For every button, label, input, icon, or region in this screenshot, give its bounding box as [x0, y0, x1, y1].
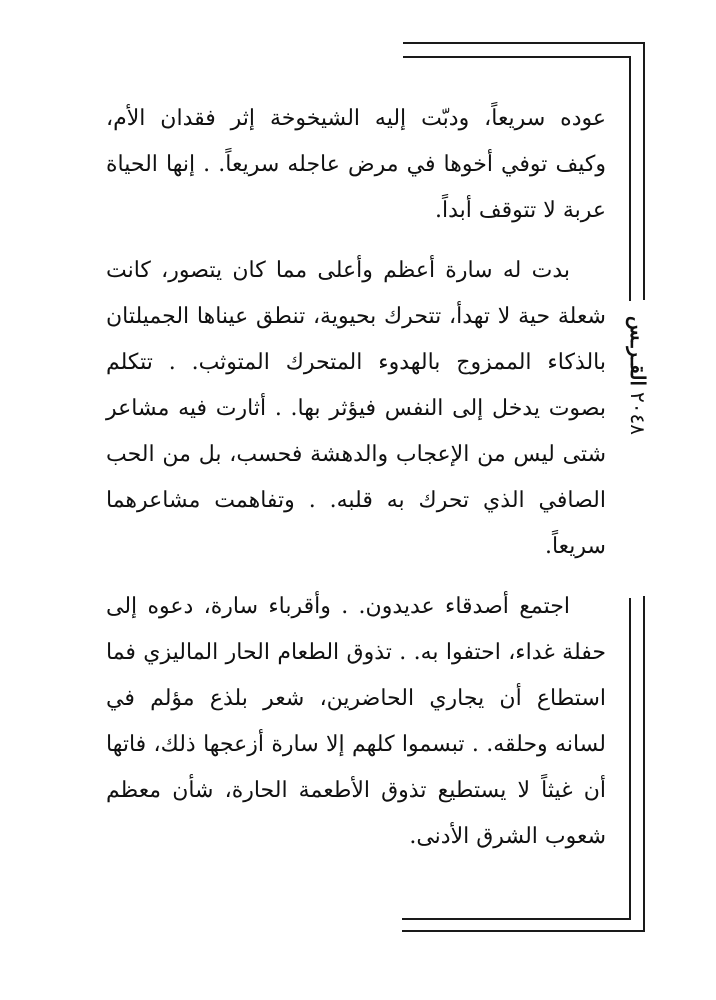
paragraph-3: اجتمع أصدقاء عديدون. . وأقرباء سارة، دعوه إلى حفلة غداء، احتفوا به. . تذوق الطعام الحار الماليزي فما استطاع أن يجاري الحاضرين، شعر بلذع مؤلم في لسانه وحلقه. . تبسموا كلهم إلا سارة أزعجها ذلك، فاتها أن غيثاً لا يستطيع تذوق الأطعمة الحارة، شأن معظم شعوب الشرق الأدنى.	[106, 594, 606, 849]
frame-right-lower-outer-line	[643, 596, 645, 932]
issue-number: ٢٠٤٨	[626, 392, 650, 435]
frame-right-upper-inner-line	[629, 56, 631, 301]
paragraph-1: عوده سريعاً، ودبّت إليه الشيخوخة إثر فقدان الأم، وكيف توفي أخوها في مرض عاجله سريعاً. . إنها الحياة عربة لا تتوقف أبداً.	[106, 106, 606, 223]
frame-right-lower-inner-line	[629, 598, 631, 920]
frame-top-inner-line	[403, 56, 631, 58]
frame-bottom-outer-line	[402, 930, 645, 932]
frame-bottom-inner-line	[402, 918, 631, 920]
running-header	[616, 316, 660, 576]
article-body	[106, 96, 606, 874]
journal-name: القـرـس	[626, 316, 650, 387]
paragraph-2: بدت له سارة أعظم وأعلى مما كان يتصور، كانت شعلة حية لا تهدأ، تتحرك بحيوية، تنطق عيناها الجميلتان بالذكاء الممزوج بالهدوء المتحرك المتوثب. . تتكلم بصوت يدخل إلى النفس فيؤثر بها. . أثارت فيه مشاعر شتى ليس من الإعجاب والدهشة فحسب، بل من الحب الصافي الذي تحرك به قلبه. . وتفاهمت مشاعرهما سريعاً.	[106, 258, 606, 559]
frame-top-outer-line	[403, 42, 645, 44]
frame-right-upper-outer-line	[643, 42, 645, 300]
